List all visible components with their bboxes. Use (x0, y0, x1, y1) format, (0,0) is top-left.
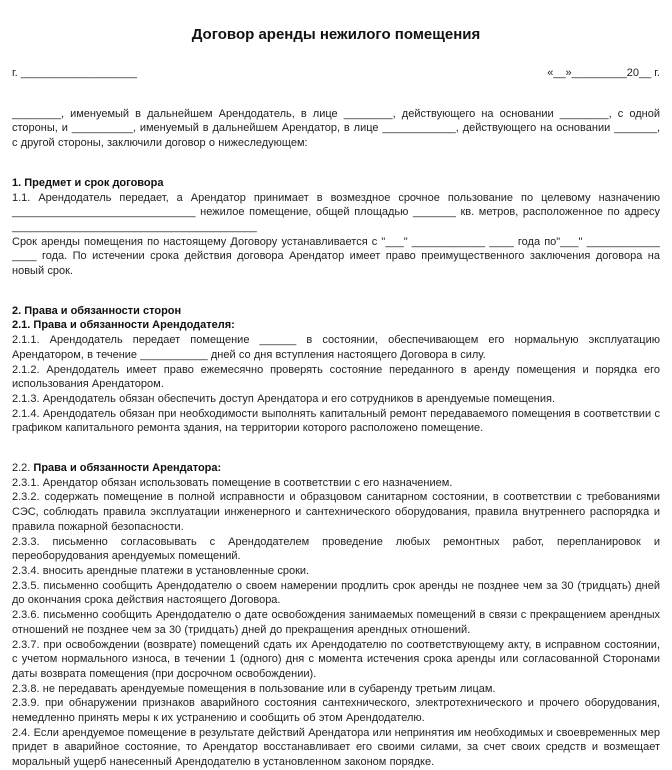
date-line: «__»_________20__ г. (547, 67, 660, 79)
section-heading: 1. Предмет и срок договора (12, 176, 164, 189)
paragraph: 2.1.3. Арендодатель обязан обеспечить доступ Арендатора и его сотрудников в арендуемые помещения. (12, 392, 556, 405)
paragraph: ________, именуемый в дальнейшем Арендодатель, в лице ________, действующего на основании ________, с одной стороны, и __________, именуемый в дальнейшем Арендатор, в лице ____________, действующего на основании _______, с другой стороны, заключили договор о нижеследующем: (12, 107, 660, 150)
subsection-heading (12, 461, 660, 476)
city-line: г. ___________________ (12, 67, 138, 79)
paragraph: 1.1. Арендодатель передает, а Арендатор принимает в возмездное срочное пользование по целевому назначению ______________________________ нежилое помещение, общей площадью _______ кв. метров, расположенное по адресу ________________________________________ (12, 191, 660, 233)
paragraph: 2.3.2. содержать помещение в полной исправности и образцовом санитарном состоянии, в соответствии с требованиями СЭС, соблюдать правила эксплуатации инженерного и сантехнического оборудования, правила внутреннего распорядка и правила пожарной безопасности. (12, 491, 660, 533)
subsection-heading (12, 318, 660, 333)
paragraph: 2.3.1. Арендатор обязан использовать помещение в соответствии с его назначением. (12, 476, 453, 489)
paragraph: 2.1.1. Арендодатель передает помещение ______ в состоянии, обеспечивающем его нормальную эксплуатацию Арендатором, в течение ___________ дней со дня вступления настоящего Договора в силу. (12, 334, 660, 361)
section-heading: 2. Права и обязанности сторон (12, 304, 182, 317)
paragraph: 2.3.6. письменно сообщить Арендодателю о дате освобождения занимаемых помещений в связи с прекращением арендных отношений не позднее чем за 30 (тридцать) дней до прекращения арендных отношений. (12, 609, 660, 636)
paragraph: 2.3.4. вносить арендные платежи в установленные сроки. (12, 564, 310, 577)
paragraph: 2.3.8. не передавать арендуемые помещения в пользование или в субаренду третьим лицам. (12, 682, 496, 695)
paragraph: 2.3.5. письменно сообщить Арендодателю о своем намерении продлить срок аренды не позднее чем за 30 (тридцать) дней до окончания срока действия настоящего Договора. (12, 579, 660, 607)
subsection-number: 2.1. (12, 319, 34, 332)
subsection-label: Права и обязанности Арендатора: (33, 462, 222, 475)
paragraph: 2.1.4. Арендодатель обязан при необходимости выполнять капитальный ремонт передаваемого помещения в соответствии с графиком капитального ремонта здания, на территории которого расположено помещение. (12, 407, 660, 435)
paragraph: 2.1.2. Арендодатель имеет право ежемесячно проверять состояние переданного в аренду помещения и порядка его использования Арендатором. (12, 363, 660, 391)
paragraph: 2.3.7. при освобождении (возврате) помещений сдать их Арендодателю по соответствующему акту, в исправном состоянии, с учетом нормального износа, в течении 1 (одного) дня с момента истечения срока аренды или согласованной Сторонами даты возврата помещения (при досрочном освобождении). (12, 638, 660, 680)
document-title: Договор аренды нежилого помещения (191, 26, 481, 43)
document-body (12, 107, 660, 770)
paragraph: 2.3.9. при обнаружении признаков аварийного состояния сантехнического, электротехнического и прочего оборудования, немедленно принять меры к их устранению и сообщить об этом Арендодателю. (12, 697, 660, 725)
paragraph: 2.3.3. письменно согласовывать с Арендодателем проведение любых ремонтных работ, перепланировок и переоборудования арендуемых помещений. (12, 535, 660, 563)
meta-row (12, 66, 660, 81)
subsection-label: Права и обязанности Арендодателя: (33, 319, 235, 332)
subsection-number: 2.2. (12, 462, 34, 475)
paragraph: Срок аренды помещения по настоящему Договору устанавливается с "___" ____________ ____ года по"___" ____________ ____ года. По истечении срока действия договора Арендатор имеет право преимущественного заключения договора на новый срок. (12, 235, 660, 278)
paragraph: 2.4. Если арендуемое помещение в результате действий Арендатора или непринятия им необходимых и своевременных мер придет в аварийное состояние, то Арендатор восстанавливает его своими силами, за счет своих средств и возмещает моральный ущерб нанесенный Арендодателю в установленном законом порядке. (12, 726, 660, 769)
